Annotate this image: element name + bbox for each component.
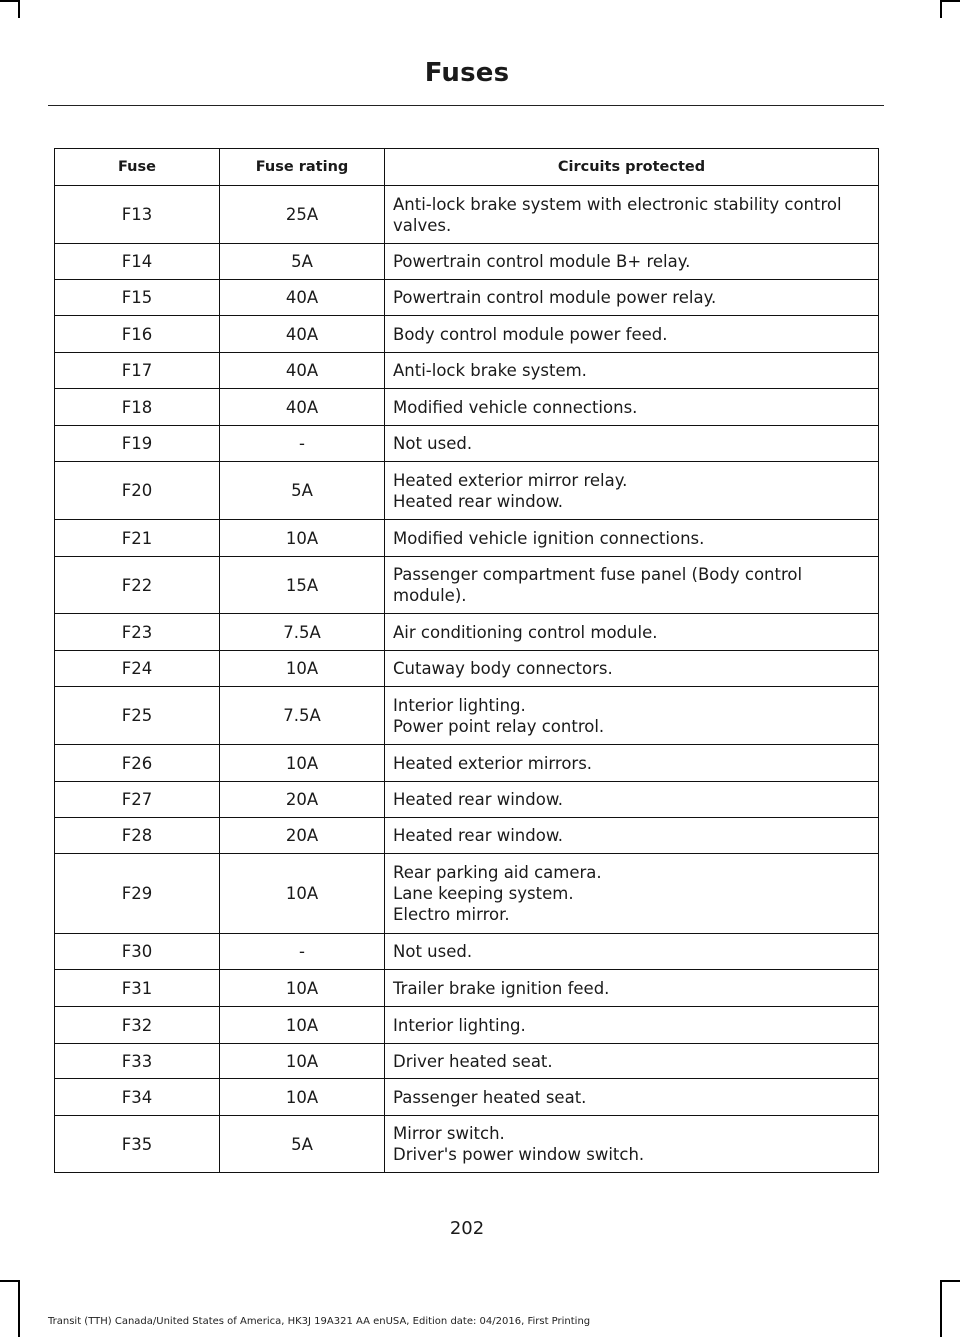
circuit-line: Driver heated seat. <box>393 1051 553 1071</box>
fuse-rating-cell: 7.5A <box>220 687 385 745</box>
fuse-id-cell: F30 <box>55 934 220 970</box>
footer-edition-info: Transit (TTH) Canada/United States of America, HK3J 19A321 AA enUSA, Edition date: 04/2016, First Printing <box>48 1316 591 1327</box>
circuit-line: Passenger compartment fuse panel (Body control module). <box>393 565 803 605</box>
title-divider <box>48 105 884 106</box>
circuit-line: Passenger heated seat. <box>393 1087 587 1107</box>
fuse-id-cell: F14 <box>55 244 220 280</box>
fuse-rating-cell: 40A <box>220 280 385 316</box>
table-row <box>55 1079 879 1116</box>
fuse-id-cell: F22 <box>55 557 220 614</box>
fuse-rating-cell: 20A <box>220 818 385 854</box>
fuse-id-cell: F20 <box>55 462 220 520</box>
circuits-protected-cell <box>385 520 879 557</box>
circuit-line: Mirror switch. <box>393 1124 505 1143</box>
fuse-rating-cell: 10A <box>220 1079 385 1116</box>
fuse-rating-cell: - <box>220 426 385 462</box>
fuse-id-cell: F24 <box>55 651 220 687</box>
circuits-protected-cell <box>385 186 879 244</box>
circuits-protected-cell <box>385 280 879 316</box>
table-row <box>55 934 879 970</box>
fuse-rating-cell: 25A <box>220 186 385 244</box>
fuse-rating-cell: 40A <box>220 353 385 389</box>
circuits-protected-cell <box>385 244 879 280</box>
fuse-id-cell: F32 <box>55 1007 220 1044</box>
fuse-rating-cell: 10A <box>220 520 385 557</box>
fuse-id-cell: F35 <box>55 1116 220 1173</box>
fuse-id-cell: F29 <box>55 854 220 934</box>
fuse-id-cell: F21 <box>55 520 220 557</box>
fuse-id-cell: F27 <box>55 782 220 818</box>
fuse-rating-cell: 10A <box>220 854 385 934</box>
circuit-line: Body control module power feed. <box>393 324 668 344</box>
circuit-line: Electro mirror. <box>393 905 510 924</box>
circuits-protected-cell <box>385 557 879 614</box>
fuse-id-cell: F26 <box>55 745 220 782</box>
circuit-line: Modified vehicle connections. <box>393 397 638 417</box>
table-row <box>55 244 879 280</box>
table-row <box>55 557 879 614</box>
circuits-protected-cell <box>385 651 879 687</box>
circuits-protected-cell <box>385 426 879 462</box>
fuse-id-cell: F17 <box>55 353 220 389</box>
column-header-circuits-protected: Circuits protected <box>385 149 879 186</box>
fuse-id-cell: F18 <box>55 389 220 426</box>
fuse-rating-cell: 15A <box>220 557 385 614</box>
circuits-protected-cell <box>385 1079 879 1116</box>
fuse-rating-cell: 10A <box>220 1007 385 1044</box>
fuse-rating-cell: 10A <box>220 651 385 687</box>
table-row <box>55 316 879 353</box>
circuits-protected-cell <box>385 782 879 818</box>
column-header-fuse-rating: Fuse rating <box>220 149 385 186</box>
table-row <box>55 1116 879 1173</box>
fuse-rating-cell: 10A <box>220 970 385 1007</box>
circuit-line: Powertrain control module power relay. <box>393 288 717 307</box>
circuits-protected-cell <box>385 462 879 520</box>
circuit-line: Heated rear window. <box>393 826 564 845</box>
column-header-fuse: Fuse <box>55 149 220 186</box>
table-header-row <box>55 149 879 186</box>
table-row <box>55 389 879 426</box>
table-row <box>55 520 879 557</box>
crop-mark <box>18 0 20 18</box>
fuse-id-cell: F28 <box>55 818 220 854</box>
fuse-rating-cell: 40A <box>220 316 385 353</box>
circuit-line: Anti-lock brake system with electronic stability control valves. <box>393 194 842 235</box>
table-row <box>55 426 879 462</box>
circuit-line: Powertrain control module B+ relay. <box>393 252 691 271</box>
table-row <box>55 818 879 854</box>
table-row <box>55 745 879 782</box>
fuse-id-cell: F19 <box>55 426 220 462</box>
circuit-line: Air conditioning control module. <box>393 622 658 642</box>
fuse-rating-cell: 20A <box>220 782 385 818</box>
crop-mark <box>940 1280 942 1337</box>
fuse-rating-cell: 40A <box>220 389 385 426</box>
circuit-line: Anti-lock brake system. <box>393 361 587 380</box>
fuse-id-cell: F31 <box>55 970 220 1007</box>
circuits-protected-cell <box>385 818 879 854</box>
circuit-line: Not used. <box>393 434 473 453</box>
crop-mark <box>0 0 18 2</box>
circuits-protected-cell <box>385 745 879 782</box>
page-title: Fuses <box>424 58 510 88</box>
fuse-table <box>54 148 879 1173</box>
fuse-id-cell: F13 <box>55 186 220 244</box>
table-row <box>55 782 879 818</box>
circuits-protected-cell <box>385 854 879 934</box>
circuit-line: Interior lighting. <box>393 1015 526 1035</box>
circuit-line: Heated exterior mirrors. <box>393 753 593 773</box>
fuse-rating-cell: 5A <box>220 462 385 520</box>
table-row <box>55 186 879 244</box>
fuse-rating-cell: - <box>220 934 385 970</box>
table-row <box>55 1007 879 1044</box>
fuse-id-cell: F15 <box>55 280 220 316</box>
fuse-rating-cell: 10A <box>220 1044 385 1079</box>
circuit-line: Modified vehicle ignition connections. <box>393 528 705 548</box>
circuits-protected-cell <box>385 389 879 426</box>
fuse-id-cell: F33 <box>55 1044 220 1079</box>
circuit-line: Rear parking aid camera. <box>393 863 602 882</box>
table-row <box>55 353 879 389</box>
fuse-rating-cell: 5A <box>220 1116 385 1173</box>
circuit-line: Interior lighting. <box>393 695 526 715</box>
circuits-protected-cell <box>385 614 879 651</box>
crop-mark <box>942 0 960 2</box>
crop-mark <box>942 1280 960 1282</box>
circuits-protected-cell <box>385 316 879 353</box>
circuits-protected-cell <box>385 353 879 389</box>
table-row <box>55 687 879 745</box>
circuit-line: Cutaway body connectors. <box>393 659 613 678</box>
circuit-line: Heated rear window. <box>393 790 564 809</box>
table-row <box>55 854 879 934</box>
circuit-line: Heated exterior mirror relay. <box>393 470 628 490</box>
circuit-line: Driver's power window switch. <box>393 1145 645 1164</box>
circuits-protected-cell <box>385 687 879 745</box>
crop-mark <box>0 1280 18 1282</box>
circuit-line: Power point relay control. <box>393 716 605 736</box>
fuse-rating-cell: 7.5A <box>220 614 385 651</box>
table-body <box>55 186 879 1173</box>
fuse-id-cell: F16 <box>55 316 220 353</box>
table-row <box>55 614 879 651</box>
circuit-line: Heated rear window. <box>393 491 564 511</box>
crop-mark <box>18 1280 20 1337</box>
table-row <box>55 651 879 687</box>
table-row <box>55 970 879 1007</box>
table-row <box>55 462 879 520</box>
circuits-protected-cell <box>385 970 879 1007</box>
circuit-line: Lane keeping system. <box>393 884 574 903</box>
circuits-protected-cell <box>385 1116 879 1173</box>
circuit-line: Trailer brake ignition feed. <box>393 978 610 998</box>
circuit-line: Not used. <box>393 942 473 961</box>
circuits-protected-cell <box>385 934 879 970</box>
fuse-rating-cell: 5A <box>220 244 385 280</box>
fuse-id-cell: F25 <box>55 687 220 745</box>
crop-mark <box>940 0 942 18</box>
table-row <box>55 280 879 316</box>
table-row <box>55 1044 879 1079</box>
circuits-protected-cell <box>385 1007 879 1044</box>
page-number: 202 <box>449 1218 485 1239</box>
fuse-rating-cell: 10A <box>220 745 385 782</box>
fuse-id-cell: F34 <box>55 1079 220 1116</box>
fuse-id-cell: F23 <box>55 614 220 651</box>
circuits-protected-cell <box>385 1044 879 1079</box>
